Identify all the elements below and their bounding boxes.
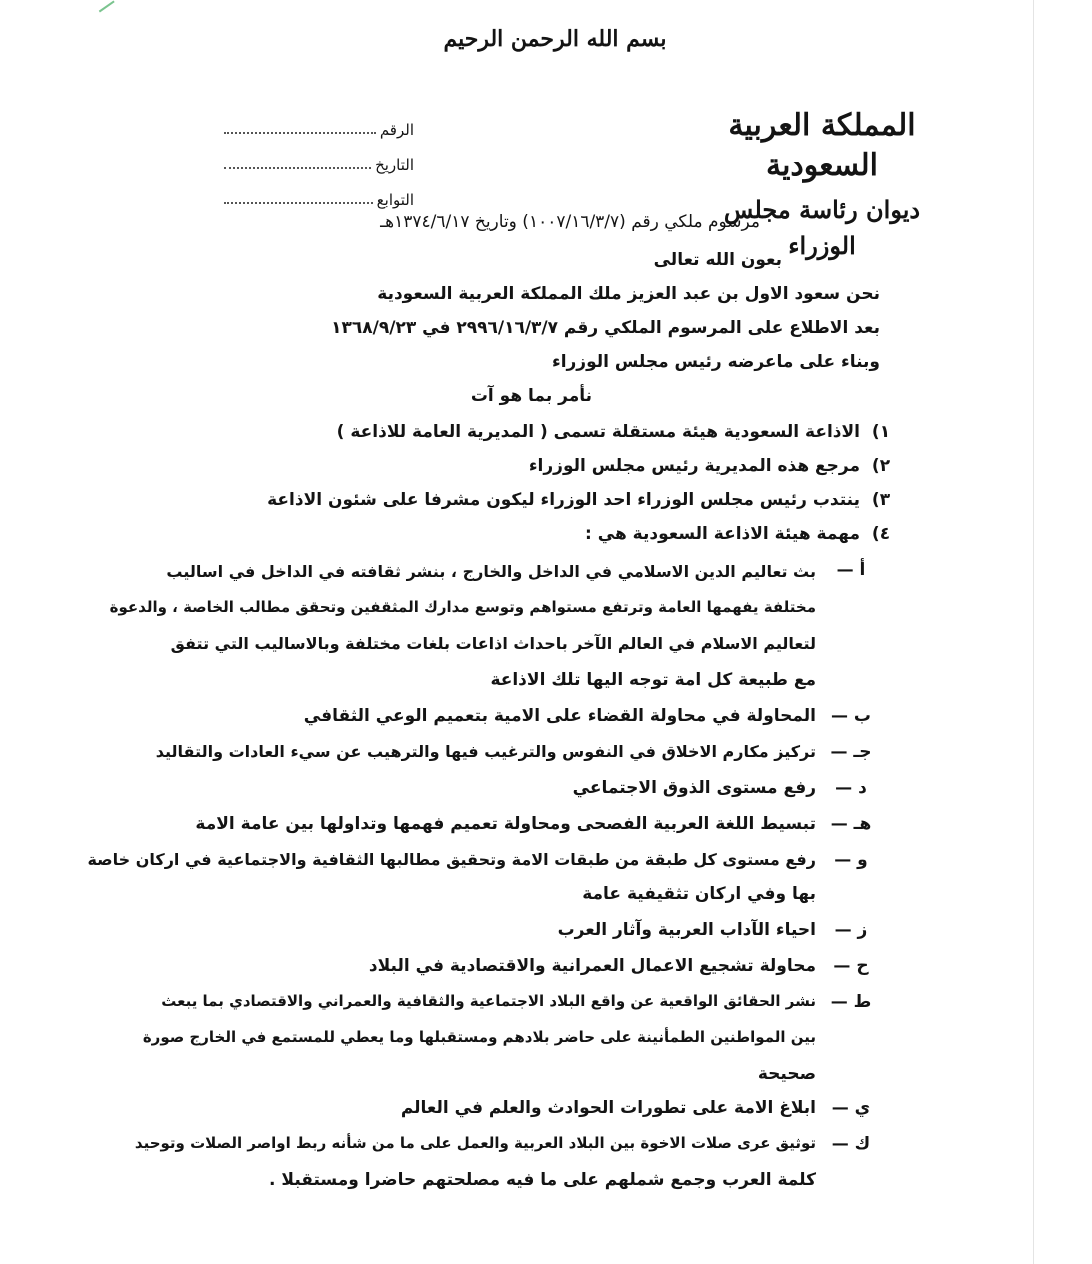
letterhead: [712, 106, 932, 264]
task-letter: ك —: [831, 1134, 871, 1154]
task-letter: ب —: [830, 706, 871, 726]
task-line: لتعاليم الاسلام في العالم الآخر باحداث اذاعات بلغات مختلفة وبالاساليب التي تتفق: [170, 634, 816, 653]
task-letter: أ —: [836, 560, 866, 580]
task-line: رفع مستوى كل طبقة من طبقات الامة وتحقيق مطالبها الثقافية والاجتماعية في اركان خاصة: [87, 850, 816, 869]
article-number: ٤): [871, 524, 891, 544]
article-text: ينتدب رئيس مجلس الوزراء احد الوزراء ليكون مشرفا على شئون الاذاعة: [267, 490, 860, 510]
task-letter: هـ —: [830, 814, 872, 834]
task-line: بها وفي اركان تثقيفية عامة: [582, 884, 816, 904]
task-line: تبسيط اللغة العربية الفصحى ومحاولة تعميم فهمها وتداولها بين عامة الامة: [195, 814, 816, 834]
reference-date-dots: [224, 167, 371, 169]
task-line: صحيحة: [757, 1064, 816, 1084]
reference-attachments-dots: [224, 202, 373, 204]
scan-edge-line: [1033, 0, 1034, 1264]
preamble-invocation: بعون الله تعالى: [653, 250, 782, 270]
task-line: رفع مستوى الذوق الاجتماعي: [572, 778, 816, 798]
reference-attachments-field: [224, 174, 414, 209]
basmala: بسم الله الرحمن الرحيم: [443, 26, 667, 52]
task-line: مع طبيعة كل امة توجه اليها تلك الاذاعة: [490, 670, 816, 690]
task-line: احياء الآداب العربية وآثار العرب: [557, 920, 816, 940]
reference-date-field: [224, 139, 414, 174]
task-letter: ي —: [831, 1098, 871, 1118]
article-text: مهمة هيئة الاذاعة السعودية هي :: [585, 524, 860, 544]
task-line: نشر الحقائق الواقعية عن واقع البلاد الاجتماعية والثقافية والعمراني والاقتصادي بما يبعث: [161, 992, 816, 1010]
preamble-issuer: نحن سعود الاول بن عبد العزيز ملك المملكة العربية السعودية: [377, 284, 880, 304]
task-letter: و —: [834, 850, 868, 870]
task-line: بين المواطنين الطمأنينة على حاضر بلادهم ومستقبلها وما يعطي للمستمع في الخارج صورة: [142, 1028, 816, 1046]
task-line: تركيز مكارم الاخلاق في النفوس والترغيب فيها والترهيب عن سيء العادات والتقاليد: [155, 742, 816, 761]
preamble-command: نأمر بما هو آت: [470, 386, 592, 406]
task-line: المحاولة في محاولة القضاء على الامية بتعميم الوعي الثقافي: [303, 706, 816, 726]
reference-date-label: التاريخ: [375, 156, 414, 174]
task-line: مختلفة يفهمها العامة وترتفع مستواهم وتوسع مدارك المثقفين وتحقق مطالب الخاصة ، والدعوة: [109, 598, 816, 616]
task-letter: د —: [835, 778, 867, 798]
task-line: بث تعاليم الدين الاسلامي في الداخل والخارج ، بنشر ثقافته في الداخل في اساليب: [166, 562, 816, 581]
article-number: ٢): [871, 456, 891, 476]
task-line: ابلاغ الامة على تطورات الحوادث والعلم في العالم: [400, 1098, 816, 1118]
task-line: محاولة تشجيع الاعمال العمرانية والاقتصادية في البلاد: [368, 956, 816, 976]
task-letter: جـ —: [830, 742, 872, 762]
task-line: كلمة العرب وجمع شملهم على ما فيه مصلحتهم حاضرا ومستقبلا .: [269, 1170, 816, 1190]
reference-number-field: [224, 104, 414, 139]
reference-fields: [224, 104, 414, 209]
task-letter: ز —: [834, 920, 868, 940]
preamble-reference: بعد الاطلاع على المرسوم الملكي رقم ٢٩٩٦/١٦/٣/٧ في ١٣٦٨/٩/٢٣: [331, 318, 880, 338]
preamble-basis: وبناء على ماعرضه رئيس مجلس الوزراء: [552, 352, 880, 372]
corner-mark: [95, 0, 114, 12]
task-letter: ط —: [830, 992, 872, 1012]
reference-number-label: الرقم: [379, 121, 414, 139]
task-letter: ح —: [833, 956, 869, 976]
article-text: الاذاعة السعودية هيئة مستقلة تسمى ( المديرية العامة للاذاعة ): [336, 422, 860, 442]
letterhead-country: المملكة العربية السعودية: [728, 108, 916, 183]
decree-title: مرسوم ملكي رقم (١٠٠٧/١٦/٣/٧) وتاريخ ١٣٧٤/٦/١٧هـ: [380, 212, 760, 232]
letterhead-office: ديوان رئاسة مجلس الوزراء: [723, 195, 921, 260]
reference-number-dots: [224, 132, 376, 134]
article-number: ١): [871, 422, 891, 442]
article-number: ٣): [871, 490, 891, 510]
article-text: مرجع هذه المديرية رئيس مجلس الوزراء: [528, 456, 860, 476]
task-line: توثيق عرى صلات الاخوة بين البلاد العربية والعمل على ما من شأنه ربط اواصر الصلات وتوحيد: [134, 1134, 816, 1152]
reference-attachments-label: التوابع: [376, 191, 414, 209]
